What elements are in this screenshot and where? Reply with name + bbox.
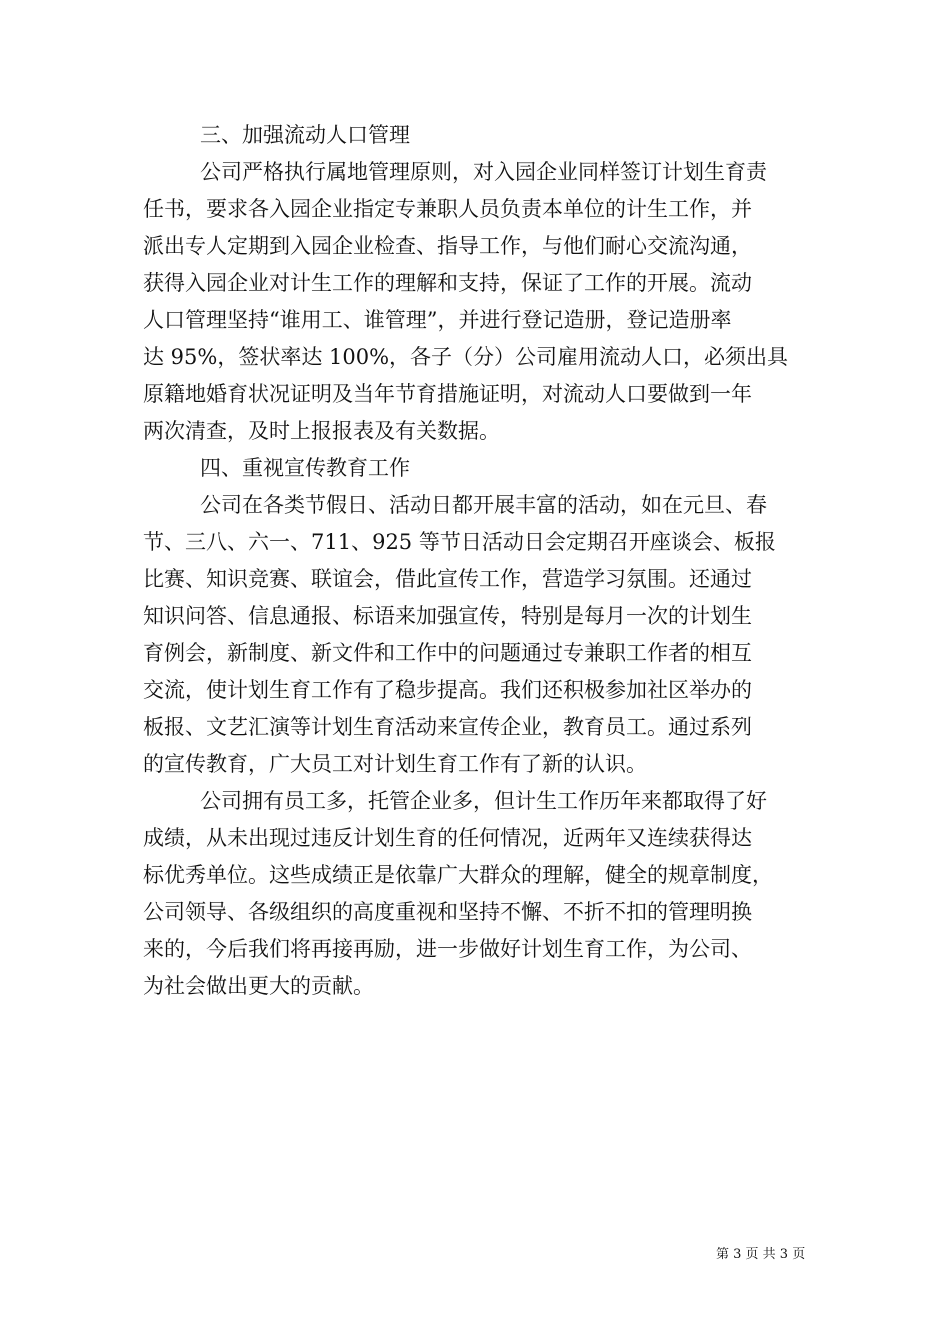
paragraph-line: 为社会做出更大的贡献。 [143, 974, 374, 998]
paragraph-line: 任书，要求各入园企业指定专兼职人员负责本单位的计生工作，并 [143, 197, 752, 221]
paragraph-line: 达 95%，签状率达 100%，各子（分）公司雇用流动人口，必须出具 [143, 345, 789, 369]
paragraph-line: 派出专人定期到入园企业检查、指导工作，与他们耐心交流沟通， [143, 234, 752, 258]
paragraph-line: 来的，今后我们将再接再励，进一步做好计划生育工作，为公司、 [143, 937, 752, 961]
paragraph-line: 成绩，从未出现过违反计划生育的任何情况，近两年又连续获得达 [143, 826, 752, 850]
paragraph-line: 育例会，新制度、新文件和工作中的问题通过专兼职工作者的相互 [143, 641, 752, 665]
section-heading: 四、重视宣传教育工作 [200, 456, 410, 480]
paragraph [143, 154, 813, 450]
paragraph [143, 487, 813, 783]
paragraph-line: 交流，使计划生育工作有了稳步提高。我们还积极参加社区举办的 [143, 678, 752, 702]
paragraph-line: 公司拥有员工多，托管企业多，但计生工作历年来都取得了好 [200, 789, 767, 813]
paragraph-line: 节、三八、六一、711、925 等节日活动日会定期召开座谈会、板报 [143, 530, 776, 554]
paragraph-line: 的宣传教育，广大员工对计划生育工作有了新的认识。 [143, 752, 647, 776]
paragraph-line: 获得入园企业对计生工作的理解和支持，保证了工作的开展。流动 [143, 271, 752, 295]
paragraph-line: 公司领导、各级组织的高度重视和坚持不懈、不折不扣的管理明换 [143, 900, 752, 924]
paragraph-line: 公司在各类节假日、活动日都开展丰富的活动，如在元旦、春 [200, 493, 767, 517]
document-body [143, 117, 813, 1005]
paragraph-line: 知识问答、信息通报、标语来加强宣传，特别是每月一次的计划生 [143, 604, 752, 628]
closing-paragraph [143, 783, 813, 1005]
paragraph-line: 两次清查，及时上报报表及有关数据。 [143, 419, 500, 443]
paragraph-line: 比赛、知识竞赛、联谊会，借此宣传工作，营造学习氛围。还通过 [143, 567, 752, 591]
paragraph-line: 公司严格执行属地管理原则，对入园企业同样签订计划生育责 [200, 160, 767, 184]
section-heading: 三、加强流动人口管理 [200, 123, 410, 147]
page-number: 第 3 页 共 3 页 [716, 1247, 806, 1262]
paragraph-line: 标优秀单位。这些成绩正是依靠广大群众的理解，健全的规章制度， [143, 863, 773, 887]
paragraph-line: 人口管理坚持“谁用工、谁管理”，并进行登记造册，登记造册率 [143, 308, 732, 332]
paragraph-line: 板报、文艺汇演等计划生育活动来宣传企业，教育员工。通过系列 [143, 715, 752, 739]
paragraph-line: 原籍地婚育状况证明及当年节育措施证明，对流动人口要做到一年 [143, 382, 752, 406]
